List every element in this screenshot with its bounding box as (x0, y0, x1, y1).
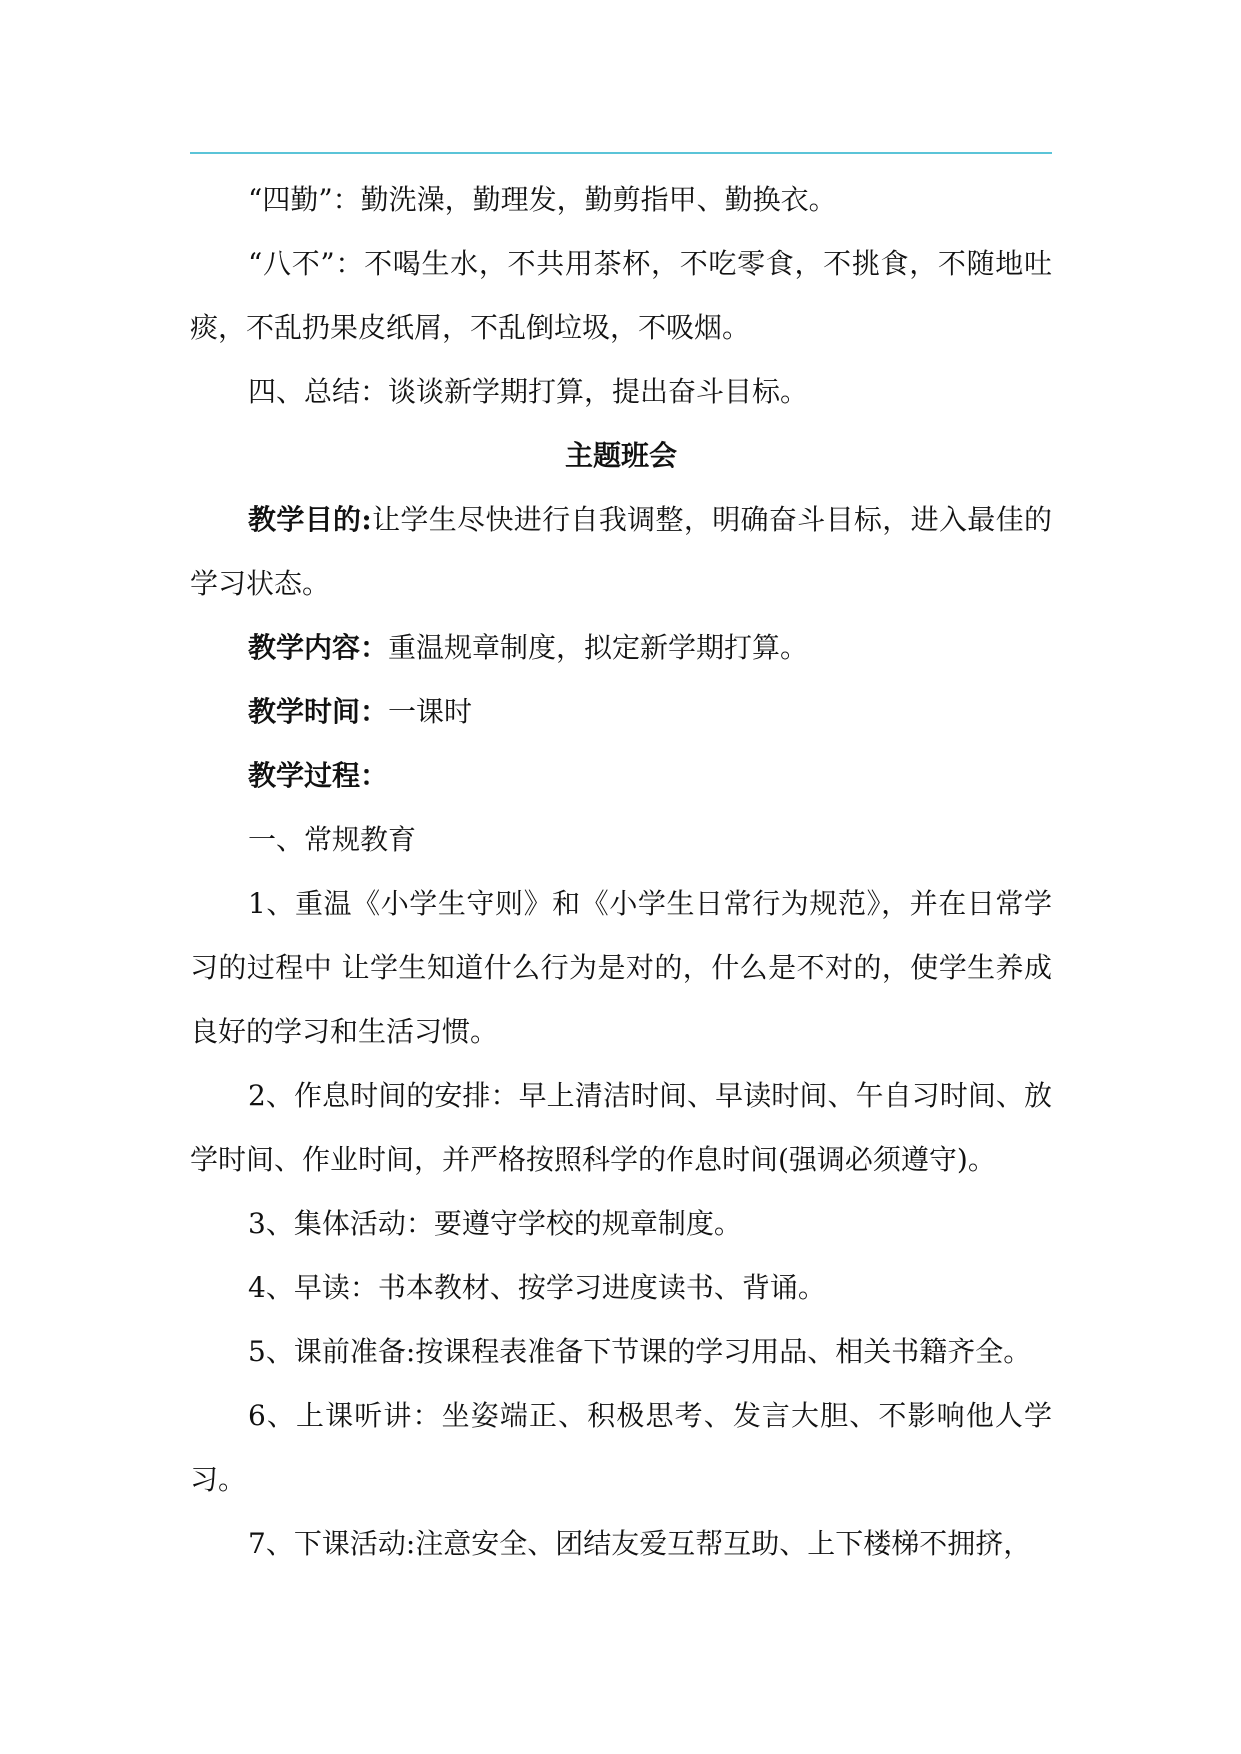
paragraph-ba-bu: “八不”：不喝生水，不共用茶杯，不吃零食，不挑食，不随地吐痰，不乱扔果皮纸屑，不乱倒垃圾，不吸烟。 (190, 247, 1052, 344)
list-item: 6、上课听讲：坐姿端正、积极思考、发言大胆、不影响他人学习。 (190, 1399, 1052, 1496)
section-title: 主题班会 (564, 439, 677, 472)
purpose-text: 让学生尽快进行自我调整，明确奋斗目标，进入最佳的学习状态。 (190, 503, 1052, 600)
list-item: 2、作息时间的安排：早上清洁时间、早读时间、午自习时间、放学时间、作业时间，并严格按照科学的作息时间(强调必须遵守)。 (190, 1079, 1052, 1176)
process-label: 教学过程： (248, 759, 389, 792)
list-item: 7、下课活动:注意安全、团结友爱互帮互助、上下楼梯不拥挤， (248, 1527, 1032, 1560)
routine-heading: 一、常规教育 (248, 823, 417, 856)
content-text: 重温规章制度，拟定新学期打算。 (388, 631, 809, 664)
list-item: 1、重温《小学生守则》和《小学生日常行为规范》，并在日常学习的过程中 让学生知道什么行为是对的，什么是不对的，使学生养成良好的学习和生活习惯。 (190, 887, 1052, 1048)
list-item: 3、集体活动：要遵守学校的规章制度。 (248, 1207, 742, 1240)
list-item: 4、早读：书本教材、按学习进度读书、背诵。 (248, 1271, 826, 1304)
purpose-label: 教学目的: (248, 503, 372, 536)
document-body (190, 168, 1052, 1576)
list-item: 5、课前准备:按课程表准备下节课的学习用品、相关书籍齐全。 (248, 1335, 1032, 1368)
paragraph-si-qin: “四勤”：勤洗澡，勤理发，勤剪指甲、勤换衣。 (248, 183, 837, 216)
paragraph-purpose (190, 488, 1052, 616)
content-label: 教学内容： (248, 631, 389, 664)
paragraph-summary: 四、总结：谈谈新学期打算，提出奋斗目标。 (248, 375, 809, 408)
paragraph-time (190, 680, 1052, 744)
time-text: 一课时 (388, 695, 473, 728)
header-rule (190, 152, 1052, 154)
time-label: 教学时间： (248, 695, 389, 728)
paragraph-content (190, 616, 1052, 680)
paragraph-process (190, 744, 1052, 808)
